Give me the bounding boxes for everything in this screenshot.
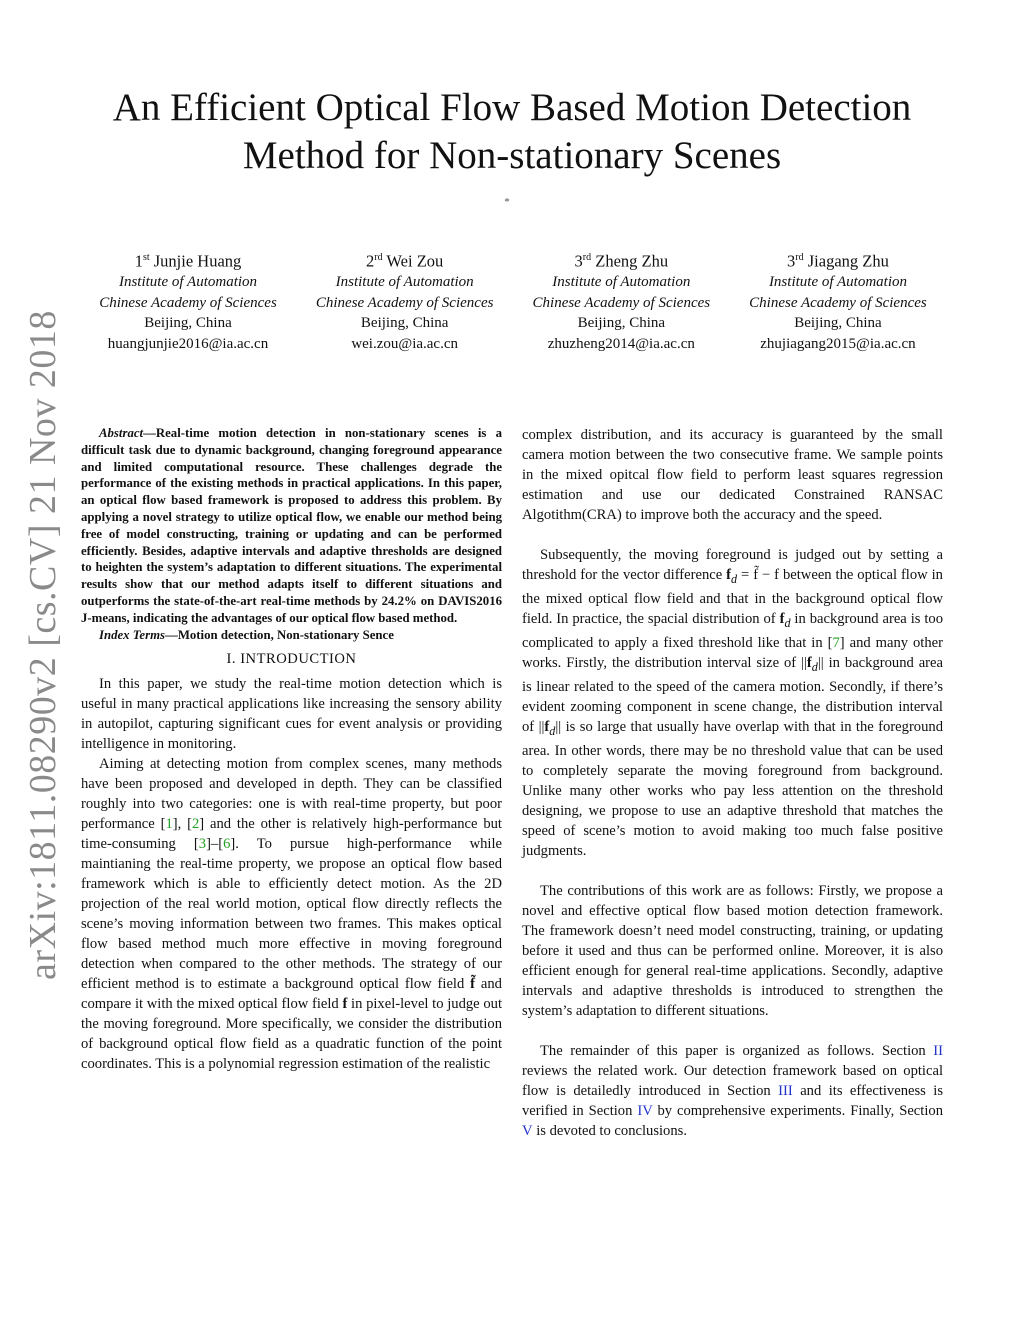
math-symbol: f	[342, 996, 348, 1013]
author-institute: Institute of Automation	[335, 274, 474, 290]
author-city: Beijing, China	[794, 315, 882, 331]
left-column	[81, 425, 502, 1074]
author-3: 3rd Zheng Zhu Institute of Automation Chinese Academy of Sciences Beijing, China zhuzheng2014@ia.ac.cn	[515, 248, 727, 354]
citation-link[interactable]: 7	[832, 634, 840, 651]
author-4: 3rd Jiagang Zhu Institute of Automation Chinese Academy of Sciences Beijing, China zhujiagang2015@ia.ac.cn	[732, 248, 944, 354]
section-heading-introduction: I. INTRODUCTION	[226, 651, 357, 668]
author-city: Beijing, China	[360, 315, 449, 331]
section-link[interactable]: IV	[637, 1102, 653, 1119]
citation-link[interactable]: 2	[191, 816, 200, 833]
author-email: huangjunjie2016@ia.ac.cn	[107, 335, 269, 352]
author-institute: Institute of Automation	[552, 274, 691, 290]
intro-paragraph-2: Aiming at detecting motion from complex scenes, many methods have been proposed and developed in depth. They can be classified roughly into two categories: one is with real-time property, but poor performance [1], [2] and the other is relatively high-performance but time-consuming [3]–[6]. To pursue high-performance while maintianing the real-time property, we propose an optical flow based framework which is able to efficiently detect motion. As the 2D projection of the real world motion, optical flow directly reflects the scene’s moving information between two frames. This makes optical flow based method much more effective in moving foreground detection when compared to the other methods. The strategy of our efficient method is to estimate a background optical flow field f̃ and compare it with the mixed optical flow field f in pixel-level to judge out the moving foreground. More specifically, we consider the distribution of background optical flow field as a quadratic function of the point coordinates. This is a polynomial regression estimation of the realistic	[81, 756, 503, 1073]
author-2: 2rd Wei Zou Institute of Automation Chinese Academy of Sciences Beijing, China wei.zou@ia.ac.cn	[299, 248, 511, 354]
citation-link[interactable]: 1	[165, 816, 173, 833]
arxiv-identifier: arXiv:1811.08290v2 [cs.CV] 21 Nov 2018	[22, 310, 64, 980]
author-block	[82, 248, 944, 354]
author-name: Zheng Zhu	[595, 251, 669, 271]
author-name: Wei Zou	[386, 251, 444, 271]
section-link[interactable]: II	[933, 1042, 943, 1059]
author-email: zhuzheng2014@ia.ac.cn	[547, 335, 695, 352]
author-organization: Chinese Academy of Sciences	[315, 294, 494, 311]
title-line-1: An Efficient Optical Flow Based Motion Detection	[112, 86, 912, 129]
author-city: Beijing, China	[577, 315, 666, 331]
author-organization: Chinese Academy of Sciences	[532, 294, 711, 311]
citation-link[interactable]: 3	[198, 836, 207, 853]
intro-paragraph-1: In this paper, we study the real-time motion detection which is useful in many practical applications like increasing the sensory ability in autopilot, capturing significant cues for event analysis or providing intelligence in monitoring.	[81, 676, 502, 753]
section-link[interactable]: V	[522, 1122, 533, 1139]
citation-link[interactable]: 6	[223, 836, 231, 853]
author-name: Jiagang Zhu	[807, 251, 889, 271]
section-link[interactable]: III	[778, 1082, 793, 1099]
intro-paragraph-3: Subsequently, the moving foreground is judged out by setting a threshold for the vector difference $f_d$ = f̃ − f between the optical flow in the mixed optical flow field and that in the background optical flow field. In practice, the spacial distribution of $f_d$ in background area is too complicated to apply a fixed threshold like that in [7] and many other works. Firstly, the distribution interval size of $||f_d||$ in background area is linear related to the speed of the camera motion. Secondly, if there’s evident zooming component in scene change, the distribution interval of $||f_d||$ is so large that usually have overlap with that in the foreground area. In other words, there may be no threshold value that can be used to completely separate the moving foreground from background. Unlike many other works who pay less attention on the threshold designing, we propose to use an adaptive threshold that matches the speed of scene’s motion to avoid making too much false positive judgments.	[522, 547, 943, 859]
math-symbol: f̃	[470, 976, 476, 993]
author-name: Junjie Huang	[153, 251, 242, 271]
author-email: wei.zou@ia.ac.cn	[351, 335, 458, 352]
author-organization: Chinese Academy of Sciences	[749, 294, 927, 311]
author-institute: Institute of Automation	[118, 274, 258, 290]
title-footnote-mark: *	[504, 196, 510, 208]
author-1: 1st Junjie Huang Institute of Automation Chinese Academy of Sciences Beijing, China huangjunjie2016@ia.ac.cn	[82, 248, 294, 354]
intro-paragraph-4: The contributions of this work are as follows: Firstly, we propose a novel and effective optical flow based motion detection framework. The framework doesn’t need model constructing, training, or updating before it used and thus can be performed online. Moreover, it is also efficient enough for general real-time applications. Secondly, adaptive intervals and adaptive thresholds is introduced to strengthen the system’s adaptation to different situations.	[522, 882, 943, 1019]
author-institute: Institute of Automation	[768, 274, 907, 290]
author-organization: Chinese Academy of Sciences	[99, 294, 277, 311]
right-column	[522, 425, 943, 1141]
author-city: Beijing, China	[144, 315, 232, 331]
intro-paragraph-continued: complex distribution, and its accuracy is guaranteed by the small camera motion between the two consecutive frame. We sample points in the mixed opitcal flow field to perform least squares regression estimation and use our dedicated Constrained RANSAC Algotithm(CRA) to improve both the accuracy and the speed.	[522, 427, 943, 523]
abstract: Abstract—Real-time motion detection in non-stationary scenes is a difficult task due to dynamic background, changing foreground appearance and limited computational resource. These challenges degrade the performance of the existing methods in practical applications. In this paper, an optical flow based framework is proposed to address this problem. By applying a novel strategy to utilize optical flow, we enable our method being free of model constructing, training or updating and can be performed efficiently. Besides, adaptive intervals and adaptive thresholds are designed to heighten the system’s adaptation to different situations. The experimental results show that our method adapts itself to different situations and outperforms the state-of-the-art real-time methods by 24.2% on DAVIS2016 J-means, indicating the advantages of our optical flow based method.	[81, 426, 502, 625]
paper-title	[60, 84, 964, 180]
index-terms: Index Terms—Motion detection, Non-stationary Sence	[99, 627, 394, 642]
author-email: zhujiagang2015@ia.ac.cn	[760, 335, 916, 352]
intro-paragraph-5: The remainder of this paper is organized as follows. Section II reviews the related work. Our detection framework based on optical flow is detailedly introduced in Section III and its effectiveness is verified in Section IV by comprehensive experiments. Finally, Section V is devoted to conclusions.	[522, 1042, 944, 1139]
title-line-2: Method for Non-stationary Scenes	[242, 134, 782, 177]
